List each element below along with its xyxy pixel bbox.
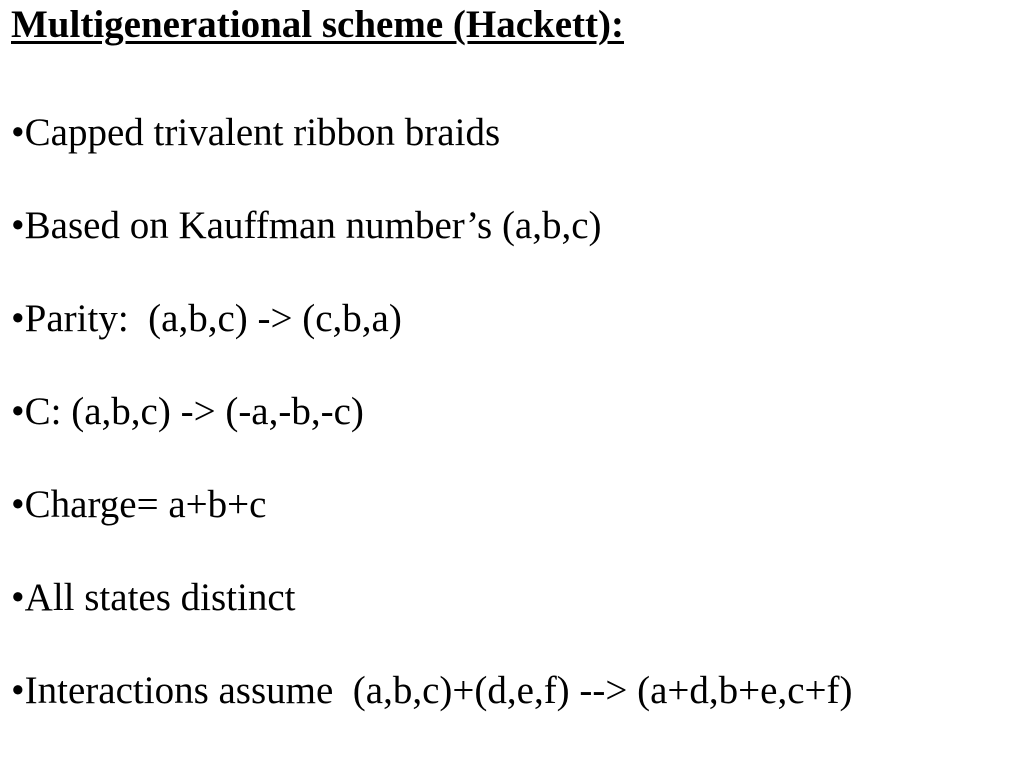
bullet-text: Capped trivalent ribbon braids [24, 111, 501, 154]
bullet-dot: • [11, 483, 25, 526]
bullet-dot: • [11, 576, 25, 619]
bullet-item [11, 666, 853, 716]
bullet-text: Interactions assume (a,b,c)+(d,e,f) --> (a+d,b+e,c+f) [24, 669, 853, 712]
bullet-dot: • [11, 669, 25, 712]
bullet-item [11, 387, 853, 437]
bullet-list [11, 108, 853, 716]
bullet-dot: • [11, 297, 25, 340]
bullet-text: C: (a,b,c) -> (-a,-b,-c) [24, 390, 364, 433]
bullet-dot: • [11, 204, 25, 247]
bullet-dot: • [11, 390, 25, 433]
bullet-item [11, 573, 853, 623]
bullet-dot: • [11, 111, 25, 154]
bullet-text: Based on Kauffman number’s (a,b,c) [24, 204, 602, 247]
slide-title: Multigenerational scheme (Hackett): [11, 3, 624, 46]
bullet-item [11, 480, 853, 530]
bullet-text: Charge= a+b+c [24, 483, 267, 526]
bullet-item [11, 108, 853, 158]
bullet-item [11, 294, 853, 344]
bullet-text: Parity: (a,b,c) -> (c,b,a) [24, 297, 402, 340]
bullet-item [11, 201, 853, 251]
bullet-text: All states distinct [24, 576, 296, 619]
